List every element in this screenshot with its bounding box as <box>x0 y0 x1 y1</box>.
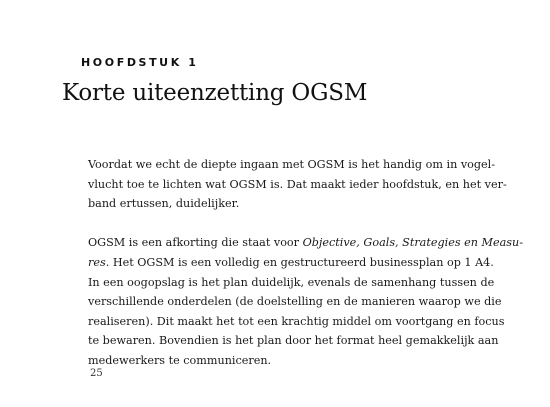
paragraph-line: In een oogopslag is het plan duidelijk, evenals de samenhang tussen de <box>88 275 495 289</box>
paragraph-line: vlucht toe te lichten wat OGSM is. Dat maakt ieder hoofdstuk, en het ver- <box>88 177 507 191</box>
paragraph-line: Voordat we echt de diepte ingaan met OGSM is het handig om in vogel- <box>88 158 496 171</box>
body-text <box>88 155 523 390</box>
paragraph-line: te bewaren. Bovendien is het plan door het format heel gemakkelijk aan <box>88 334 499 348</box>
page-number: 25 <box>90 368 103 379</box>
paragraph-line <box>88 233 523 253</box>
chapter-label: HOOFDSTUK 1 <box>81 56 199 69</box>
paragraph-line: realiseren). Dit maakt het tot een krachtig middel om voortgang en focus <box>88 314 505 328</box>
chapter-title: Korte uiteenzetting OGSM <box>62 80 368 106</box>
paragraph-line: band ertussen, duidelijker. <box>88 197 240 211</box>
definition-text: OGSM is een afkorting die staat voor <box>88 236 303 250</box>
paragraph-intro <box>88 155 507 214</box>
definition-text: . Het OGSM is een volledig en gestructureerd businessplan op 1 A4. <box>105 255 494 269</box>
paragraph-line <box>88 253 494 273</box>
paragraph-line: medewerkers te communiceren. <box>88 353 272 367</box>
acronym-expansion-end: res <box>88 255 106 269</box>
paragraph-line: verschillende onderdelen (de doelstelling en de manieren waarop we die <box>88 295 502 309</box>
acronym-expansion: Objective, Goals, Strategies en Measu- <box>302 236 523 250</box>
paragraph-ogsm-definition <box>88 233 523 370</box>
